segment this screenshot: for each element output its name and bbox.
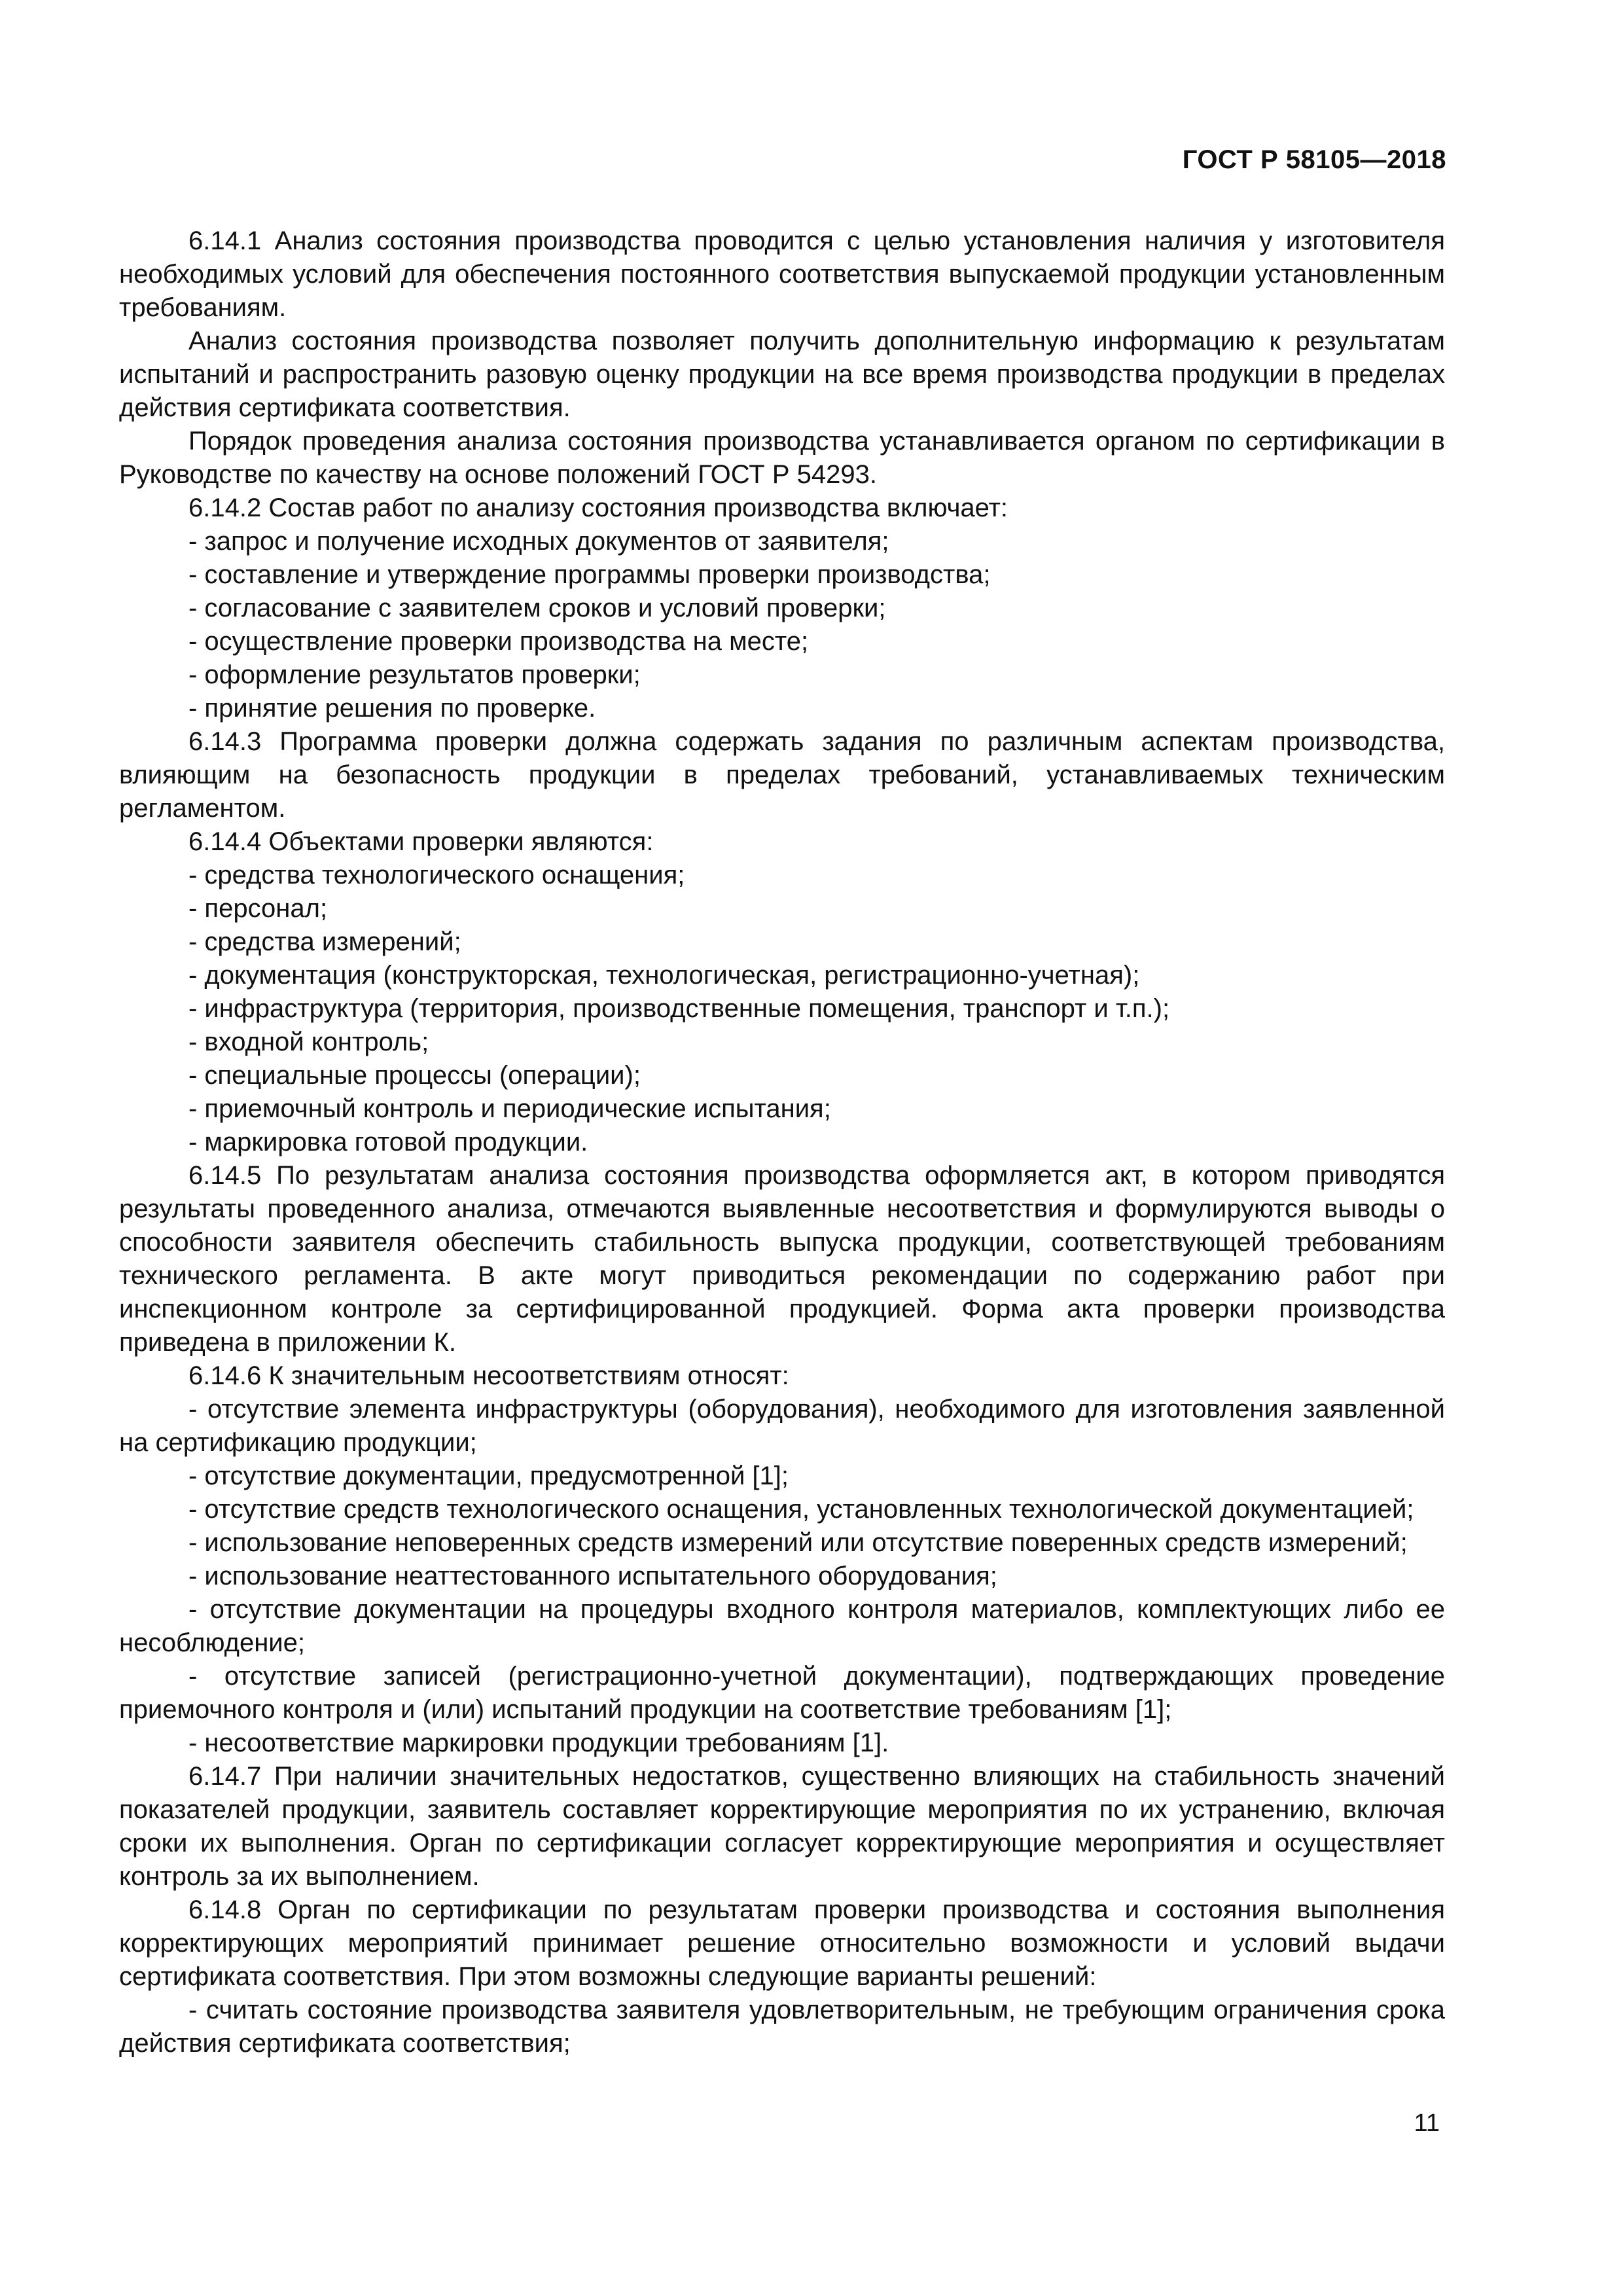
- list-item: - согласование с заявителем сроков и условий проверки;: [188, 594, 886, 622]
- list-item: - маркировка готовой продукции.: [188, 1128, 588, 1157]
- paragraph: 6.14.7 При наличии значительных недостатков, существенно влияющих на стабильность значений показателей продукции, заявитель составляет корректирующие мероприятия по их устранению, включая сроки их выполнения. Орган по сертификации согласует корректирующие мероприятия и осуществляет контроль за их выполнением.: [119, 1762, 1445, 1891]
- list-item: - персонал;: [188, 894, 328, 923]
- paragraph: 6.14.2 Состав работ по анализу состояния производства включает:: [188, 493, 1008, 522]
- page-number: 11: [1414, 2109, 1440, 2137]
- list-item: - отсутствие документации на процедуры входного контроля материалов, комплектующих либо ее несоблюдение;: [119, 1595, 1445, 1657]
- list-item: - отсутствие документации, предусмотренной [1];: [188, 1462, 789, 1490]
- document-body: [119, 224, 1445, 2060]
- paragraph: Анализ состояния производства позволяет получить дополнительную информацию к результатам испытаний и распространить разовую оценку продукции на все время производства продукции в пределах действия сертификата соответствия.: [119, 327, 1445, 422]
- paragraph: 6.14.1 Анализ состояния производства проводится с целью установления наличия у изготовителя необходимых условий для обеспечения постоянного соответствия выпускаемой продукции установленным требованиям.: [119, 226, 1445, 322]
- list-item: - отсутствие записей (регистрационно-учетной документации), подтверждающих проведение приемочного контроля и (или) испытаний продукции на соответствие требованиям [1];: [119, 1662, 1445, 1724]
- paragraph: 6.14.5 По результатам анализа состояния производства оформляется акт, в котором приводятся результаты проведенного анализа, отмечаются выявленные несоответствия и формулируются выводы о способности заявителя обеспечить стабильность выпуска продукции, соответствующей требованиям технического регламента. В акте могут приводиться рекомендации по содержанию работ при инспекционном контроле за сертифицированной продукцией. Форма акта проверки производства приведена в приложении К.: [119, 1161, 1445, 1357]
- list-item: - осуществление проверки производства на месте;: [188, 627, 809, 656]
- list-item: - несоответствие маркировки продукции требованиям [1].: [188, 1729, 889, 1757]
- list-item: - приемочный контроль и периодические испытания;: [188, 1094, 831, 1123]
- paragraph: 6.14.4 Объектами проверки являются:: [188, 827, 654, 856]
- list-item: - инфраструктура (территория, производственные помещения, транспорт и т.п.);: [188, 994, 1170, 1023]
- paragraph: 6.14.3 Программа проверки должна содержать задания по различным аспектам производства, влияющим на безопасность продукции в пределах требований, устанавливаемых техническим регламентом.: [119, 727, 1445, 823]
- paragraph: Порядок проведения анализа состояния производства устанавливается органом по сертификации в Руководстве по качеству на основе положений ГОСТ Р 54293.: [119, 427, 1445, 489]
- list-item: - отсутствие средств технологического оснащения, установленных технологической документацией;: [188, 1495, 1414, 1524]
- list-item: - документация (конструкторская, технологическая, регистрационно-учетная);: [188, 961, 1140, 990]
- list-item: - использование неаттестованного испытательного оборудования;: [188, 1562, 997, 1590]
- list-item: - оформление результатов проверки;: [188, 660, 641, 689]
- list-item: - средства технологического оснащения;: [188, 861, 685, 889]
- list-item: - считать состояние производства заявителя удовлетворительным, не требующим ограничения срока действия сертификата соответствия;: [119, 1996, 1445, 2058]
- list-item: - составление и утверждение программы проверки производства;: [188, 560, 991, 589]
- list-item: - использование неповеренных средств измерений или отсутствие поверенных средств измерений;: [188, 1528, 1408, 1557]
- list-item: - отсутствие элемента инфраструктуры (оборудования), необходимого для изготовления заявленной на сертификацию продукции;: [119, 1395, 1445, 1457]
- list-item: - средства измерений;: [188, 927, 461, 956]
- list-item: - принятие решения по проверке.: [188, 694, 596, 723]
- paragraph: 6.14.6 К значительным несоответствиям относят:: [188, 1361, 789, 1390]
- list-item: - запрос и получение исходных документов от заявителя;: [188, 527, 889, 556]
- list-item: - специальные процессы (операции);: [188, 1061, 641, 1090]
- standard-designation: ГОСТ Р 58105—2018: [1182, 145, 1446, 174]
- list-item: - входной контроль;: [188, 1028, 429, 1056]
- paragraph: 6.14.8 Орган по сертификации по результатам проверки производства и состояния выполнения корректирующих мероприятий принимает решение относительно возможности и условий выдачи сертификата соответствия. При этом возможны следующие варианты решений:: [119, 1895, 1445, 1991]
